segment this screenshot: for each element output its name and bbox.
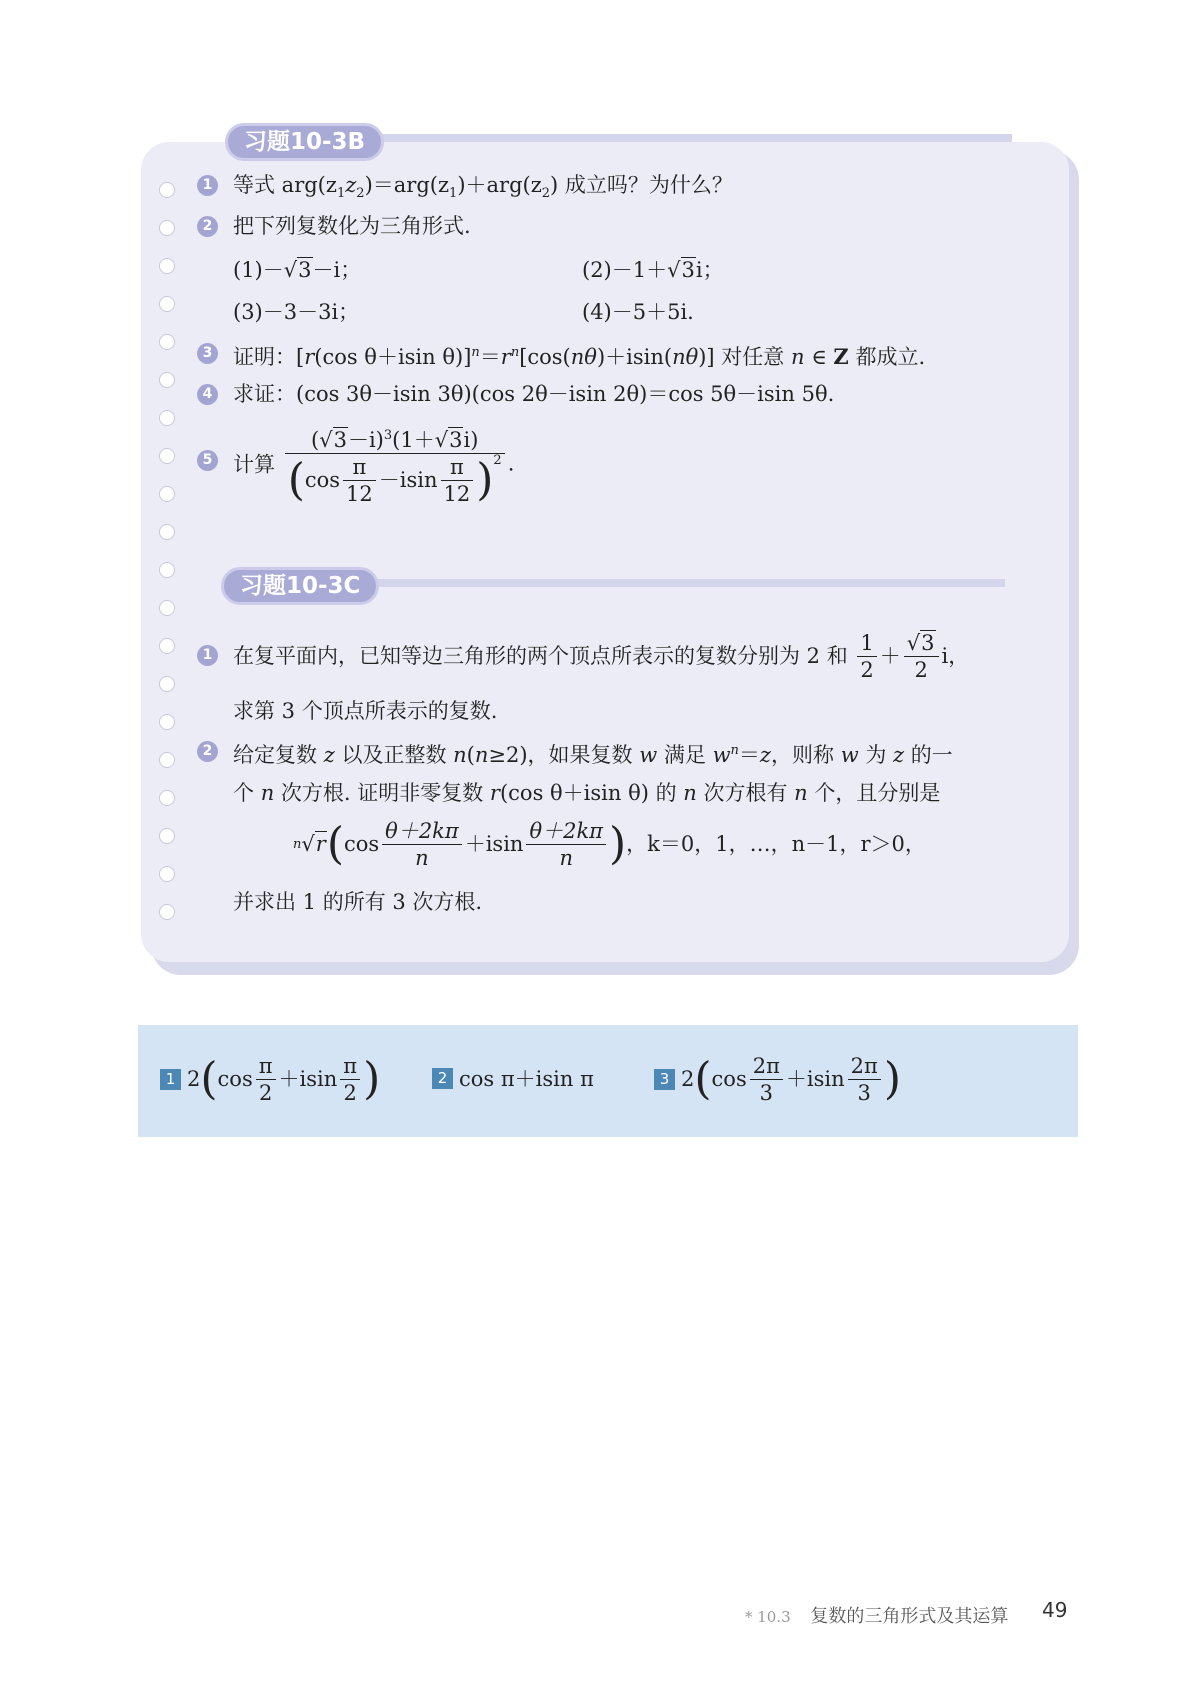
q5-numerator: $(√3-i)^3(1+√3i)$ <box>285 423 505 454</box>
paren-left: ( <box>326 818 344 870</box>
c2-text: (cos θ＋isin θ) 的 <box>499 781 684 805</box>
binder-hole <box>159 486 175 502</box>
frac-num: 2π <box>750 1053 783 1080</box>
part-text: －i； <box>312 258 362 282</box>
paren-right: ) <box>608 818 627 870</box>
q3-text: r <box>500 345 511 369</box>
q5-denominator <box>285 454 505 507</box>
footer-section-number: * 10.3 <box>745 1608 791 1626</box>
q5-num-text: i) <box>463 428 479 452</box>
sqrt-value: r <box>315 832 326 856</box>
frac-num: 2π <box>848 1053 881 1080</box>
binder-hole <box>159 334 175 350</box>
c2-text: 为 <box>858 743 894 767</box>
c2-text: ≥2)，如果复数 <box>488 743 640 767</box>
angle-fraction <box>526 818 606 871</box>
binder-hole <box>159 828 175 844</box>
answer-number: 2 <box>432 1068 453 1089</box>
q1-text: )＋arg(z <box>457 173 542 197</box>
root-sign: √ <box>301 832 315 856</box>
part-text: (1)－ <box>233 258 284 282</box>
footer-section <box>745 1602 1008 1628</box>
binder-hole <box>159 790 175 806</box>
q3-text: (cos θ＋isin θ)] <box>314 345 472 369</box>
answer-text: ＋isin <box>785 1067 845 1091</box>
binder-hole <box>159 296 175 312</box>
frac-num: θ＋2kπ <box>382 818 462 845</box>
binder-hole <box>159 600 175 616</box>
paren-right: ) <box>883 1053 901 1105</box>
c2-text: z <box>323 743 335 767</box>
formula-text: ＋isin <box>464 832 524 856</box>
pi-over-12 <box>343 454 376 507</box>
q5-num-text: －i) <box>347 428 384 452</box>
q5-num-text: ( <box>310 428 320 452</box>
c2-text: 以及正整数 <box>334 743 454 767</box>
frac-den: n <box>415 846 429 870</box>
binder-hole <box>159 372 175 388</box>
frac-den: 3 <box>759 1081 773 1105</box>
q5-fraction <box>285 423 505 507</box>
binder-hole <box>159 258 175 274</box>
c2-text: w <box>712 743 731 767</box>
question-number: 5 <box>197 450 218 471</box>
c2-text: ＝ <box>738 743 760 767</box>
page-number: 49 <box>1042 1598 1068 1622</box>
q3-text: )] 对任意 <box>698 345 791 369</box>
frac-num: √3 <box>904 630 939 657</box>
frac-den: 2 <box>860 658 874 682</box>
q3-text: n <box>790 345 805 369</box>
binder-hole <box>159 752 175 768</box>
q1-text: 等式 arg(z <box>233 173 337 197</box>
answer-text: cos π＋isin π <box>459 1067 594 1091</box>
c2-text: z <box>893 743 905 767</box>
c1-fraction-root3 <box>904 630 939 683</box>
q3-exp: n <box>510 345 520 360</box>
q1-text: ) 成立吗？为什么？ <box>550 173 733 197</box>
answer-3 <box>654 1053 901 1106</box>
frac-den: 12 <box>443 482 471 506</box>
sqrt-value: 3 <box>921 631 935 655</box>
q3-text: )＋isin( <box>596 345 673 369</box>
c2-text: 满足 <box>657 743 713 767</box>
c2-text: w <box>840 743 859 767</box>
binder-hole <box>159 638 175 654</box>
question-c2-formula <box>293 818 926 871</box>
section-c-rule <box>335 579 1005 587</box>
sqrt-value: 3 <box>681 258 695 282</box>
question-b2-part1: (1)－√3－i； <box>233 258 362 282</box>
frac-num: π <box>441 454 474 481</box>
c2-text: ，则称 <box>771 743 841 767</box>
question-b5 <box>233 423 514 507</box>
formula-text: ，k＝0，1，…，n－1，r＞0， <box>626 832 926 856</box>
formula-text: cos <box>343 832 380 856</box>
paren-left: ( <box>287 454 305 506</box>
q5-exp: 3 <box>383 428 393 443</box>
question-b1: 等式 $arg(z_1z_2)=arg(z_1)+arg(z_2)$ 成立吗？为什么？ <box>233 173 733 202</box>
c2-text: 个，且分别是 <box>807 781 941 805</box>
sqrt-value: 3 <box>333 428 347 452</box>
q5-num-text: (1＋ <box>392 428 435 452</box>
q1-text: z <box>345 173 357 197</box>
two-pi-over-3 <box>848 1053 881 1106</box>
paren-right: ) <box>363 1053 381 1105</box>
pi-over-2 <box>340 1053 360 1106</box>
q3-text: ＝ <box>479 345 501 369</box>
c2-text: n <box>260 781 275 805</box>
angle-fraction <box>382 818 462 871</box>
c2-text: ( <box>466 743 475 767</box>
q3-text: ∈ <box>804 345 834 369</box>
answer-text: 2 <box>187 1067 201 1091</box>
q3-text: [cos( <box>519 345 571 369</box>
question-c2-line4: 并求出 1 的所有 3 次方根. <box>233 890 483 914</box>
question-c2-line1 <box>233 737 953 769</box>
pi-over-2 <box>256 1053 276 1106</box>
binder-hole <box>159 220 175 236</box>
frac-den: n <box>559 846 573 870</box>
question-number: 4 <box>197 384 218 405</box>
frac-den: 12 <box>346 482 373 506</box>
frac-num: 1 <box>857 630 876 657</box>
c2-text: n <box>453 743 467 767</box>
c1-text: 在复平面内，已知等边三角形的两个顶点所表示的复数分别为 2 和 <box>233 644 848 668</box>
q3-text: nθ <box>570 345 597 369</box>
answer-strip <box>138 1025 1078 1137</box>
binder-hole <box>159 714 175 730</box>
answer-text: 2 <box>681 1067 695 1091</box>
c2-text: r <box>489 781 500 805</box>
q5-period: . <box>507 451 515 476</box>
frac-den: 3 <box>857 1081 871 1105</box>
answer-2 <box>432 1063 594 1093</box>
question-b4: 求证：(cos 3θ－isin 3θ)(cos 2θ－isin 2θ)＝cos 5θ－isin 5θ. <box>233 382 835 406</box>
binder-hole <box>159 562 175 578</box>
q3-text: 证明：[ <box>233 345 305 369</box>
c2-text: 给定复数 <box>233 743 324 767</box>
c2-text: 个 <box>233 781 261 805</box>
sqrt-value: 3 <box>449 428 463 452</box>
frac-den: 2 <box>258 1081 273 1105</box>
question-b2-part4: (4)－5＋5i. <box>582 300 694 324</box>
question-number: 2 <box>197 741 218 762</box>
section-b-rule <box>340 134 1012 142</box>
question-b2-part3: (3)－3－3i； <box>233 300 360 324</box>
question-c1-line2: 求第 3 个顶点所表示的复数. <box>233 699 498 723</box>
q5-exp: 2 <box>493 453 502 468</box>
paren-left: ( <box>694 1053 712 1105</box>
answer-number: 1 <box>160 1069 181 1090</box>
q3-text: nθ <box>672 345 699 369</box>
q3-text: Z <box>833 344 849 369</box>
footer-section-title: 复数的三角形式及其运算 <box>810 1606 1009 1627</box>
question-b3 <box>233 339 925 371</box>
c1-fraction-half <box>857 630 876 683</box>
section-b-title: 习题10-3B <box>225 123 384 161</box>
question-c2-line2 <box>233 779 940 807</box>
c1-text: i， <box>941 644 970 668</box>
answer-number: 3 <box>654 1069 675 1090</box>
question-number: 1 <box>197 645 218 666</box>
binder-hole <box>159 524 175 540</box>
c1-text: ＋ <box>879 644 901 668</box>
q5-den-text: －isin <box>378 468 438 492</box>
c2-text: n <box>683 781 697 805</box>
answer-text: cos <box>711 1067 747 1091</box>
q3-text: r <box>304 345 315 369</box>
frac-den: 2 <box>914 658 928 682</box>
pi-over-12 <box>441 454 474 507</box>
q3-exp: n <box>471 345 480 360</box>
frac-num: π <box>343 454 376 481</box>
c2-text: n <box>794 781 808 805</box>
c2-text: 的一 <box>904 743 953 767</box>
question-c1 <box>233 630 969 683</box>
binder-hole <box>159 904 175 920</box>
frac-den: 2 <box>343 1081 357 1105</box>
paren-right: ) <box>476 454 494 506</box>
part-text: (2)－1＋ <box>582 258 668 282</box>
q5-label: 计算 <box>233 452 275 477</box>
binder-hole <box>159 182 175 198</box>
answer-1 <box>160 1053 380 1106</box>
c2-text: n <box>474 743 489 767</box>
q3-text: 都成立. <box>848 345 926 369</box>
binder-hole <box>159 410 175 426</box>
two-pi-over-3 <box>750 1053 783 1106</box>
part-text: i； <box>695 258 724 282</box>
c2-text: 次方根. 证明非零复数 <box>274 781 490 805</box>
frac-num: θ＋2kπ <box>526 818 606 845</box>
binder-hole <box>159 866 175 882</box>
answer-text: cos <box>217 1067 253 1091</box>
question-number: 2 <box>197 216 218 237</box>
q1-text: )＝arg(z <box>364 173 450 197</box>
question-b2-part2: (2)－1＋√3i； <box>582 258 724 282</box>
question-b2: 把下列复数化为三角形式. <box>233 214 471 238</box>
frac-num: π <box>340 1053 360 1080</box>
question-number: 1 <box>197 175 218 196</box>
section-c-title: 习题10-3C <box>221 567 379 605</box>
binder-hole <box>159 448 175 464</box>
frac-num: π <box>256 1053 276 1080</box>
c2-text: w <box>639 743 658 767</box>
c2-exp: n <box>730 743 739 758</box>
c2-text: 次方根有 <box>696 781 795 805</box>
paren-left: ( <box>200 1053 218 1105</box>
root-index: n <box>293 837 302 852</box>
answer-text: ＋isin <box>278 1067 338 1091</box>
c2-text: z <box>759 743 771 767</box>
question-number: 3 <box>197 343 218 364</box>
sqrt-value: 3 <box>298 258 312 282</box>
binder-hole <box>159 676 175 692</box>
q5-den-text: cos <box>304 468 341 492</box>
